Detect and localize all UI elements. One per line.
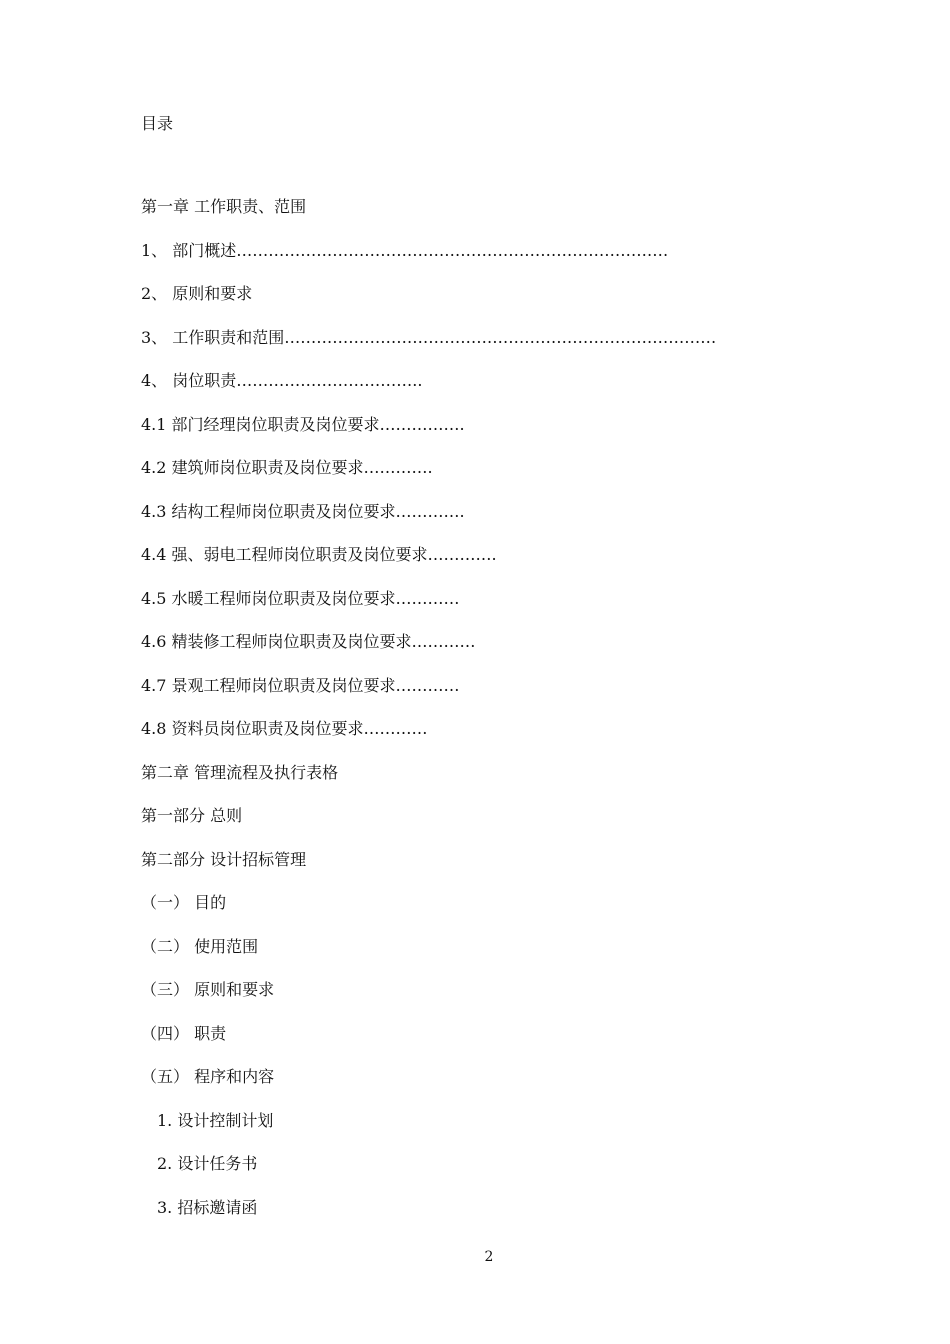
toc-entry: 4.7 景观工程师岗位职责及岗位要求………… — [141, 675, 460, 695]
toc-entry: 第一部分 总则 — [141, 806, 243, 825]
toc-entry: 第一章 工作职责、范围 — [141, 197, 307, 216]
toc-entry: 4.3 结构工程师岗位职责及岗位要求…………. — [141, 501, 465, 521]
toc-title: 目录 — [141, 114, 174, 133]
toc-entry: 第二部分 设计招标管理 — [141, 849, 307, 869]
toc-entry: 2. 设计任务书 — [157, 1154, 258, 1173]
toc-entry: （四） 职责 — [141, 1023, 227, 1043]
toc-entry: （一） 目的 — [141, 893, 227, 912]
toc-entry: （三） 原则和要求 — [141, 980, 275, 999]
toc-entry: 4.1 部门经理岗位职责及岗位要求……………. — [141, 414, 465, 434]
page-number: 2 — [484, 1249, 494, 1265]
toc-entry: 第二章 管理流程及执行表格 — [141, 762, 339, 782]
toc-list — [141, 196, 841, 1240]
toc-entry: 4.2 建筑师岗位职责及岗位要求…………. — [141, 458, 433, 477]
toc-entry: 1、 部门概述……………………………………………………………………… — [141, 240, 669, 260]
toc-entry: 4.6 精装修工程师岗位职责及岗位要求………… — [141, 632, 476, 651]
toc-entry: 4.5 水暖工程师岗位职责及岗位要求………… — [141, 588, 460, 608]
toc-entry: 4.4 强、弱电工程师岗位职责及岗位要求…………. — [141, 545, 497, 564]
toc-entry: 1. 设计控制计划 — [157, 1110, 274, 1130]
toc-entry: （二） 使用范围 — [141, 936, 259, 956]
toc-entry: 2、 原则和要求 — [141, 284, 253, 303]
toc-entry: 3. 招标邀请函 — [157, 1197, 258, 1217]
toc-entry: 3、 工作职责和范围……………………………………………………………………… — [141, 327, 717, 347]
toc-entry: 4.8 资料员岗位职责及岗位要求………… — [141, 719, 428, 738]
toc-entry: （五） 程序和内容 — [141, 1067, 275, 1086]
toc-entry: 4、 岗位职责…………………………….. — [141, 371, 423, 390]
